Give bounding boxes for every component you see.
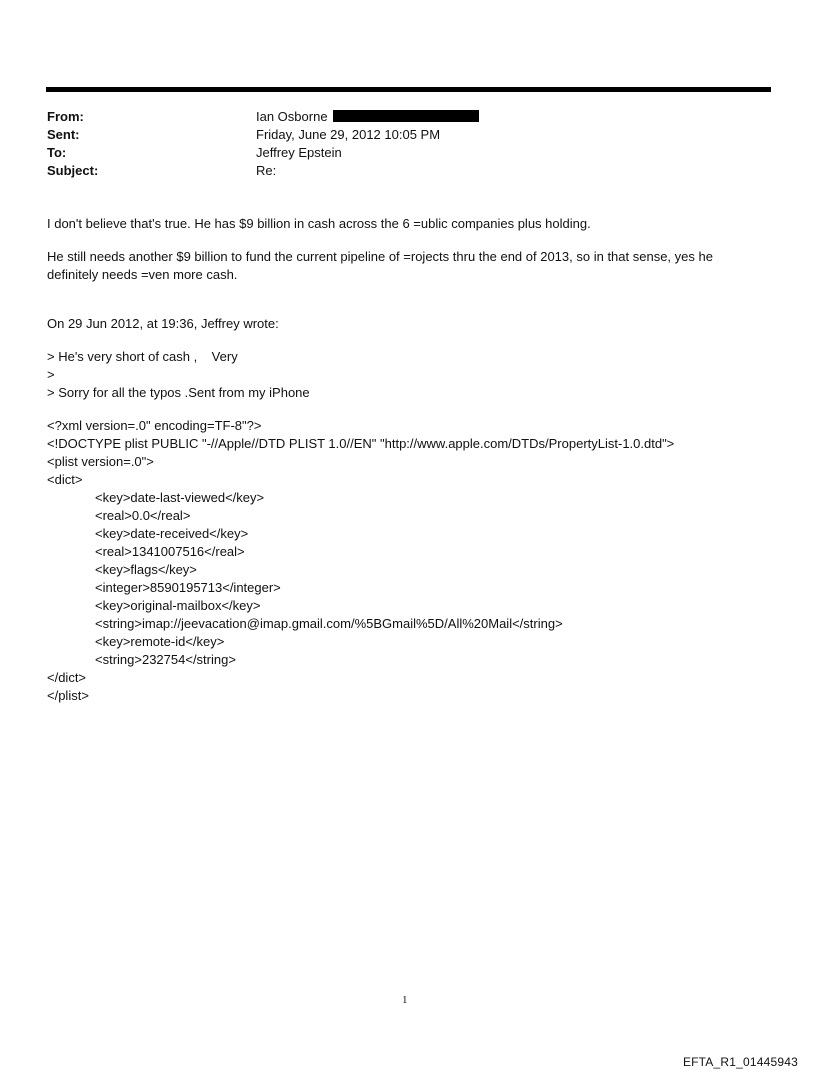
body-paragraph-1: I don't believe that's true. He has $9 billion in cash across the 6 =ublic companies plus holding.	[47, 216, 591, 231]
page-number: 1	[402, 994, 408, 1006]
document-id: EFTA_R1_01445943	[682, 1055, 798, 1069]
xml-line: </plist>	[47, 688, 89, 703]
subject-label: Subject:	[47, 163, 99, 178]
quote-header: On 29 Jun 2012, at 19:36, Jeffrey wrote:	[47, 316, 279, 331]
xml-line: <real>1341007516</real>	[95, 544, 245, 559]
xml-line: <!DOCTYPE plist PUBLIC "-//Apple//DTD PLIST 1.0//EN" "http://www.apple.com/DTDs/PropertyList-1.0.dtd">	[47, 436, 675, 451]
email-header	[47, 108, 479, 180]
subject-row	[47, 162, 479, 180]
from-name: Ian Osborne	[256, 109, 328, 124]
quote-line: >	[47, 367, 55, 382]
xml-line: <?xml version=.0" encoding=TF-8"?>	[47, 418, 262, 433]
redaction-box	[333, 110, 479, 122]
xml-line: <plist version=.0">	[47, 454, 154, 469]
xml-line: <real>0.0</real>	[95, 508, 191, 523]
xml-line: <dict>	[47, 472, 83, 487]
header-rule	[46, 87, 771, 92]
sent-label: Sent:	[47, 127, 80, 142]
to-label: To:	[47, 145, 67, 160]
xml-line: <key>remote-id</key>	[95, 634, 225, 649]
to-row	[47, 144, 479, 162]
subject-value: Re:	[256, 163, 277, 178]
from-row	[47, 108, 479, 126]
xml-line: <integer>8590195713</integer>	[95, 580, 281, 595]
xml-line: </dict>	[47, 670, 87, 685]
email-body	[47, 215, 767, 705]
sent-row	[47, 126, 479, 144]
from-value	[256, 108, 479, 126]
xml-line: <key>flags</key>	[95, 562, 197, 577]
xml-line: <key>original-mailbox</key>	[95, 598, 261, 613]
to-value: Jeffrey Epstein	[256, 145, 342, 160]
xml-line: <key>date-last-viewed</key>	[95, 490, 265, 505]
quote-line: > Sorry for all the typos .Sent from my iPhone	[47, 385, 310, 400]
sent-value: Friday, June 29, 2012 10:05 PM	[256, 127, 441, 142]
xml-line: <string>imap://jeevacation@imap.gmail.com/%5BGmail%5D/All%20Mail</string>	[95, 616, 563, 631]
body-paragraph-2: He still needs another $9 billion to fund the current pipeline of =rojects thru the end of 2013, so in that sense, yes he definitely needs =ven more cash.	[47, 249, 713, 282]
xml-line: <string>232754</string>	[95, 652, 236, 667]
from-label: From:	[47, 109, 84, 124]
quote-line: > He's very short of cash , Very	[47, 349, 238, 364]
xml-line: <key>date-received</key>	[95, 526, 249, 541]
